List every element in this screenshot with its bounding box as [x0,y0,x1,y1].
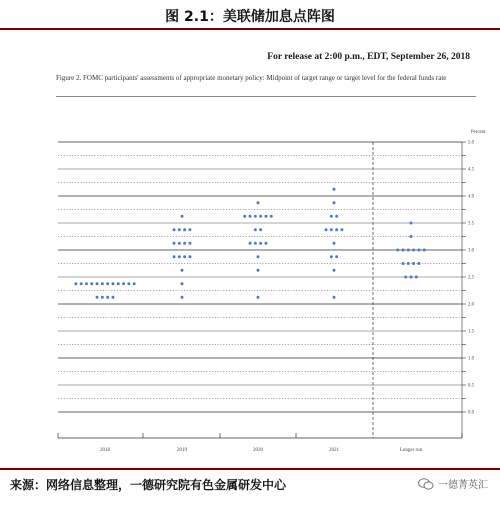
y-unit-label: Percent [471,130,486,135]
participant-dot [333,269,336,272]
participant-dot [183,242,186,245]
participant-dot [183,255,186,258]
y-tick-label: 1.0 [468,356,474,362]
participant-dot [410,235,413,238]
participant-dot [178,228,181,231]
participant-dot [418,249,421,252]
participant-dot [418,262,421,265]
participant-dot [249,215,252,218]
participant-dot [173,242,176,245]
participant-dot [181,296,184,299]
participant-dot [259,215,262,218]
participant-dot [101,282,104,285]
participant-dot [127,282,130,285]
axis-layer [58,130,486,453]
y-tick-label: 4.5 [468,167,474,173]
y-tick-label: 2.0 [468,302,474,308]
participant-dot [265,215,268,218]
participant-dot [173,228,176,231]
participant-dot [333,201,336,204]
participant-dot [410,276,413,279]
footer-divider [0,468,500,470]
participant-dot [335,228,338,231]
participant-dot [330,228,333,231]
participant-dot [402,249,405,252]
participant-dot [257,201,260,204]
y-tick-label: 5.0 [468,140,474,146]
participant-dot [407,249,410,252]
participant-dot [249,242,252,245]
participant-dot [181,282,184,285]
y-tick-label: 4.0 [468,194,474,200]
participant-dot [178,242,181,245]
participant-dot [80,282,83,285]
participant-dot [106,282,109,285]
participant-dot [112,282,115,285]
participant-dot [412,262,415,265]
participant-dot [415,276,418,279]
participant-dot [396,249,399,252]
participant-dot [74,282,77,285]
y-tick-label: 2.5 [468,275,474,281]
x-tick-label: 2019 [177,448,187,453]
x-tick-label: Longer run [399,448,423,453]
brand-name: 一德菁英汇 [438,480,488,491]
participant-dot [101,296,104,299]
participant-dot [333,188,336,191]
y-tick-label: 1.5 [468,329,474,335]
participant-dot [254,242,257,245]
participant-dot [341,228,344,231]
participant-dot [181,269,184,272]
chart-title: Figure 2. FOMC participants' assessments of appropriate monetary policy: Midpoint of target range or target level for the federal funds rate [56,74,447,82]
source-note: 来源：网络信息整理，一德研究院有色金属研发中心 [10,478,287,492]
grid-layer [58,142,462,438]
participant-dot [189,242,192,245]
participant-dot [96,296,99,299]
brand-badge [418,476,488,491]
participant-dot [178,255,181,258]
participant-dot [254,215,257,218]
participant-dot [189,255,192,258]
participant-dot [407,262,410,265]
participant-dot [259,242,262,245]
participant-dot [117,282,120,285]
wechat-icon [418,478,434,490]
participant-dot [133,282,136,285]
participant-dot [96,282,99,285]
participant-dot [325,228,328,231]
x-tick-label: 2018 [100,448,110,453]
y-tick-label: 3.5 [468,221,474,227]
participant-dot [333,296,336,299]
participant-dot [181,215,184,218]
participant-dot [173,255,176,258]
participant-dot [259,228,262,231]
participant-dot [122,282,125,285]
participant-dot [183,228,186,231]
participant-dot [335,255,338,258]
participant-dot [85,282,88,285]
participant-dot [335,215,338,218]
participant-dot [189,228,192,231]
participant-dot [257,296,260,299]
participant-dot [330,255,333,258]
x-tick-label: 2021 [329,448,339,453]
participant-dot [330,215,333,218]
participant-dot [257,255,260,258]
participant-dot [106,296,109,299]
participant-dot [257,269,260,272]
figure-title: 图 2.1：美联储加息点阵图 [165,9,335,25]
participant-dot [333,242,336,245]
participant-dot [270,215,273,218]
participant-dot [410,222,413,225]
participant-dot [423,249,426,252]
participant-dot [402,262,405,265]
participant-dot [254,228,257,231]
x-tick-label: 2020 [253,448,263,453]
participant-dot [90,282,93,285]
participant-dot [404,276,407,279]
participant-dot [112,296,115,299]
participant-dot [243,215,246,218]
y-tick-label: 0.0 [468,410,474,416]
participant-dot [265,242,268,245]
release-line: For release at 2:00 p.m., EDT, September 26, 2018 [267,52,470,62]
y-tick-label: 3.0 [468,248,474,254]
participant-dot [412,249,415,252]
y-tick-label: 0.5 [468,383,474,389]
